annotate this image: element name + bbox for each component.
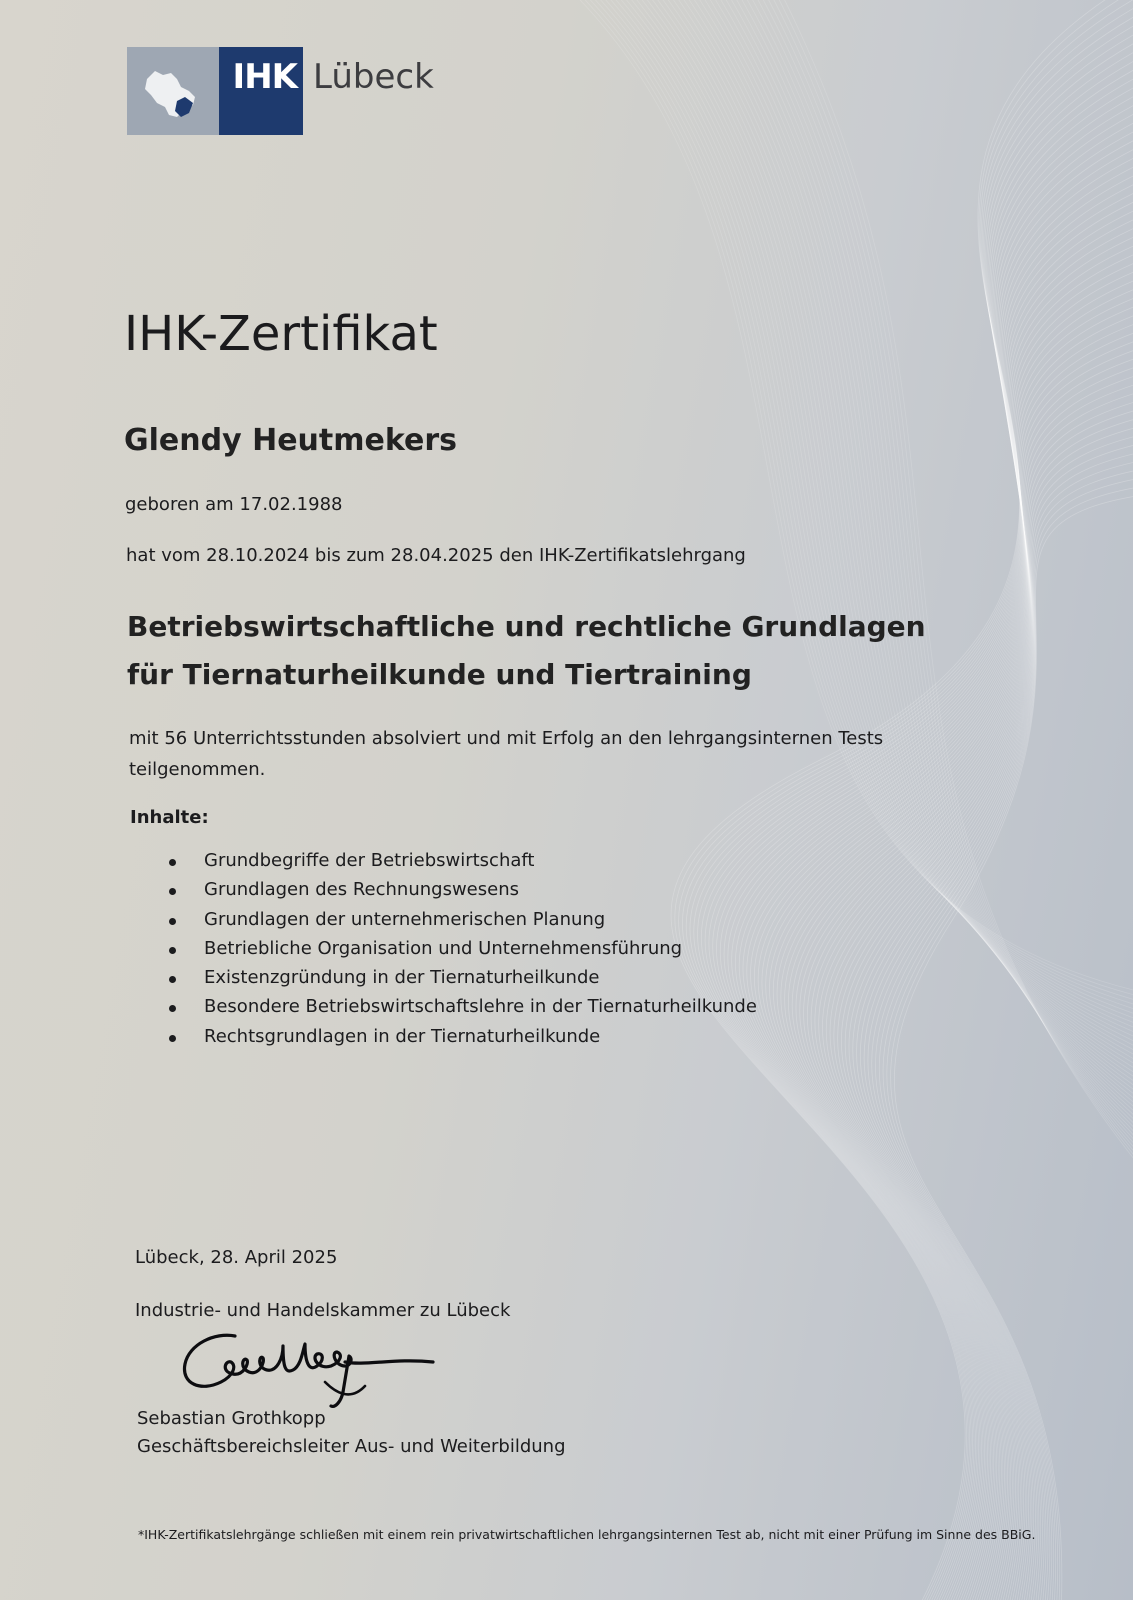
contents-list-item: Grundlagen des Rechnungswesens bbox=[160, 875, 757, 904]
course-title-line-2: für Tiernaturheilkunde und Tiertraining bbox=[127, 658, 752, 691]
logo-brand-text: IHK bbox=[232, 57, 297, 97]
footnote: *IHK-Zertifikatslehrgänge schließen mit einem rein privatwirtschaftlichen lehrgangsinternen Test ab, nicht mit einer Prüfung im Sinne des BBiG. bbox=[138, 1527, 1036, 1542]
place-and-date: Lübeck, 28. April 2025 bbox=[135, 1247, 338, 1268]
contents-list bbox=[160, 846, 757, 1051]
signer-name: Sebastian Grothkopp bbox=[137, 1408, 326, 1429]
contents-list-item: Rechtsgrundlagen in der Tiernaturheilkunde bbox=[160, 1022, 757, 1051]
contents-list-item: Betriebliche Organisation und Unternehmensführung bbox=[160, 934, 757, 963]
completion-statement: mit 56 Unterrichtsstunden absolviert und mit Erfolg an den lehrgangsinternen Tests teilgenommen. bbox=[129, 728, 884, 780]
contents-list-item: Existenzgründung in der Tiernaturheilkunde bbox=[160, 963, 757, 992]
course-period-line: hat vom 28.10.2024 bis zum 28.04.2025 den IHK-Zertifikatslehrgang bbox=[126, 545, 746, 566]
logo-city-text: Lübeck bbox=[313, 57, 434, 97]
schleswig-holstein-map-icon bbox=[127, 47, 219, 135]
contents-list-item: Grundbegriffe der Betriebswirtschaft bbox=[160, 846, 757, 875]
course-title-line-1: Betriebswirtschaftliche und rechtliche Grundlagen bbox=[127, 610, 926, 643]
ihk-logo bbox=[127, 47, 434, 135]
birth-date-line: geboren am 17.02.1988 bbox=[125, 494, 343, 515]
contents-heading: Inhalte: bbox=[130, 807, 209, 828]
signer-role: Geschäftsbereichsleiter Aus- und Weiterbildung bbox=[137, 1436, 566, 1457]
course-title bbox=[127, 603, 926, 699]
contents-list-item: Grundlagen der unternehmerischen Planung bbox=[160, 905, 757, 934]
ihk-logo-mark bbox=[219, 47, 303, 135]
recipient-name: Glendy Heutmekers bbox=[124, 423, 457, 458]
issuer-name: Industrie- und Handelskammer zu Lübeck bbox=[135, 1300, 511, 1321]
certificate-title: IHK-Zertifikat bbox=[124, 306, 438, 362]
contents-list-item: Besondere Betriebswirtschaftslehre in der Tiernaturheilkunde bbox=[160, 992, 757, 1021]
